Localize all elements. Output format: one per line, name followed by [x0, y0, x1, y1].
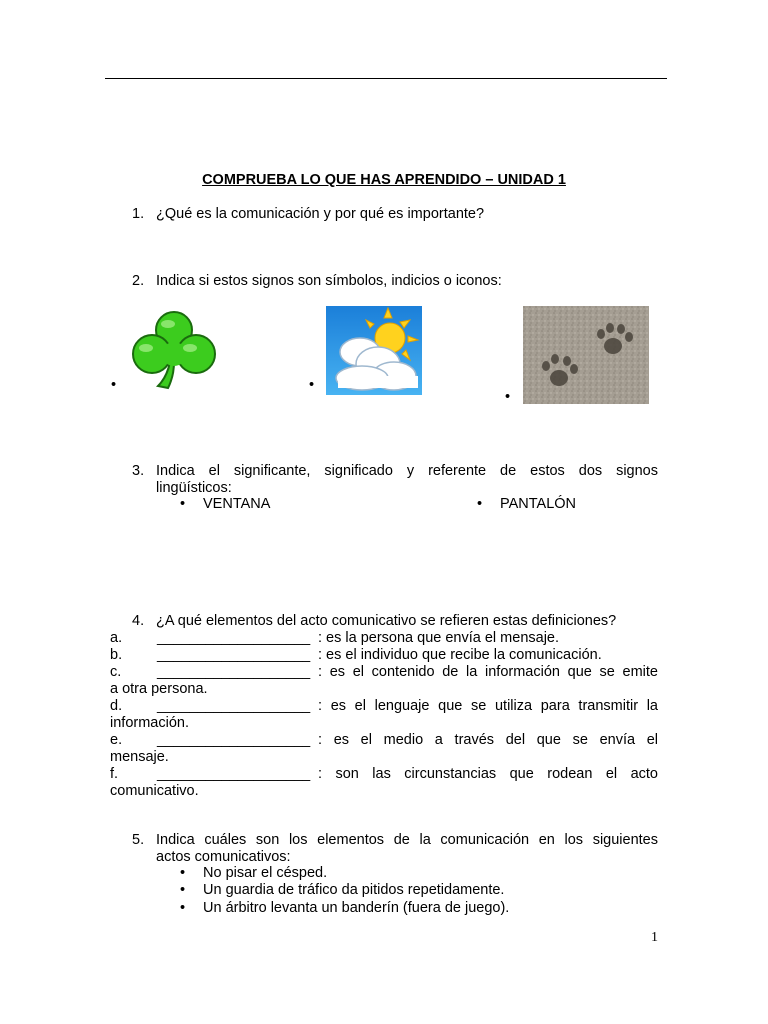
- definition-text: : es el medio a través del que se envía el: [318, 732, 658, 748]
- definition-text: : es el contenido de la información que se emite: [318, 664, 658, 680]
- answer-blank[interactable]: ___________________: [157, 630, 311, 646]
- item-letter: e.: [110, 732, 123, 748]
- question-text-continued: actos comunicativos:: [156, 849, 291, 865]
- answer-blank[interactable]: ___________________: [157, 732, 311, 748]
- bullet: •: [180, 900, 186, 916]
- question-number: 1.: [132, 206, 145, 222]
- bullet: •: [180, 882, 186, 898]
- definition-continued: información.: [110, 715, 189, 731]
- answer-blank[interactable]: ___________________: [157, 647, 311, 663]
- question-text: Indica si estos signos son símbolos, indicios o iconos:: [156, 273, 502, 289]
- list-item: • No pisar el césped.: [180, 865, 328, 881]
- definition-text: : es la persona que envía el mensaje.: [318, 630, 560, 646]
- definition-text: : son las circunstancias que rodean el acto: [318, 766, 658, 782]
- list-item: • Un guardia de tráfico da pitidos repetidamente.: [180, 882, 505, 898]
- list-item: • Un árbitro levanta un banderín (fuera de juego).: [180, 900, 510, 916]
- definition-text: : es el lenguaje que se utiliza para transmitir la: [318, 698, 658, 714]
- sun-cloud-icon: [326, 306, 422, 395]
- answer-blank[interactable]: ___________________: [157, 698, 311, 714]
- list-item: • PANTALÓN: [477, 496, 577, 512]
- bullet: •: [505, 389, 511, 405]
- definition-continued: a otra persona.: [110, 681, 208, 697]
- question-number: 5.: [132, 832, 145, 848]
- item-letter: f.: [110, 766, 119, 782]
- item-letter: d.: [110, 698, 123, 714]
- header-rule: [105, 78, 667, 79]
- definitions-list: [0, 630, 768, 800]
- clover-icon: [128, 308, 220, 392]
- paw-prints-photo: [523, 306, 649, 404]
- question-text: Indica cuáles son los elementos de la comunicación en los siguientes: [156, 832, 658, 848]
- question-text-continued: lingüísticos:: [156, 480, 232, 496]
- bullet: •: [477, 496, 483, 512]
- bullet: •: [309, 377, 315, 393]
- answer-blank[interactable]: ___________________: [157, 766, 311, 782]
- question-number: 2.: [132, 273, 145, 289]
- question-text: ¿Qué es la comunicación y por qué es importante?: [156, 206, 485, 222]
- item-letter: a.: [110, 630, 123, 646]
- item-letter: b.: [110, 647, 123, 663]
- page-title: COMPRUEBA LO QUE HAS APRENDIDO – UNIDAD 1: [202, 172, 566, 188]
- item-letter: c.: [110, 664, 122, 680]
- definition-text: : es el individuo que recibe la comunicación.: [318, 647, 602, 663]
- question-number: 4.: [132, 613, 145, 629]
- answer-blank[interactable]: ___________________: [157, 664, 311, 680]
- bullet: •: [180, 496, 186, 512]
- question-number: 3.: [132, 463, 145, 479]
- list-item: • VENTANA: [180, 496, 271, 512]
- definition-continued: comunicativo.: [110, 783, 199, 799]
- question-text: ¿A qué elementos del acto comunicativo se refieren estas definiciones?: [156, 613, 617, 629]
- page-number: 1: [651, 930, 658, 945]
- bullet: •: [180, 865, 186, 881]
- bullet: •: [111, 377, 117, 393]
- definition-continued: mensaje.: [110, 749, 169, 765]
- question-text: Indica el significante, significado y referente de estos dos signos: [156, 463, 658, 479]
